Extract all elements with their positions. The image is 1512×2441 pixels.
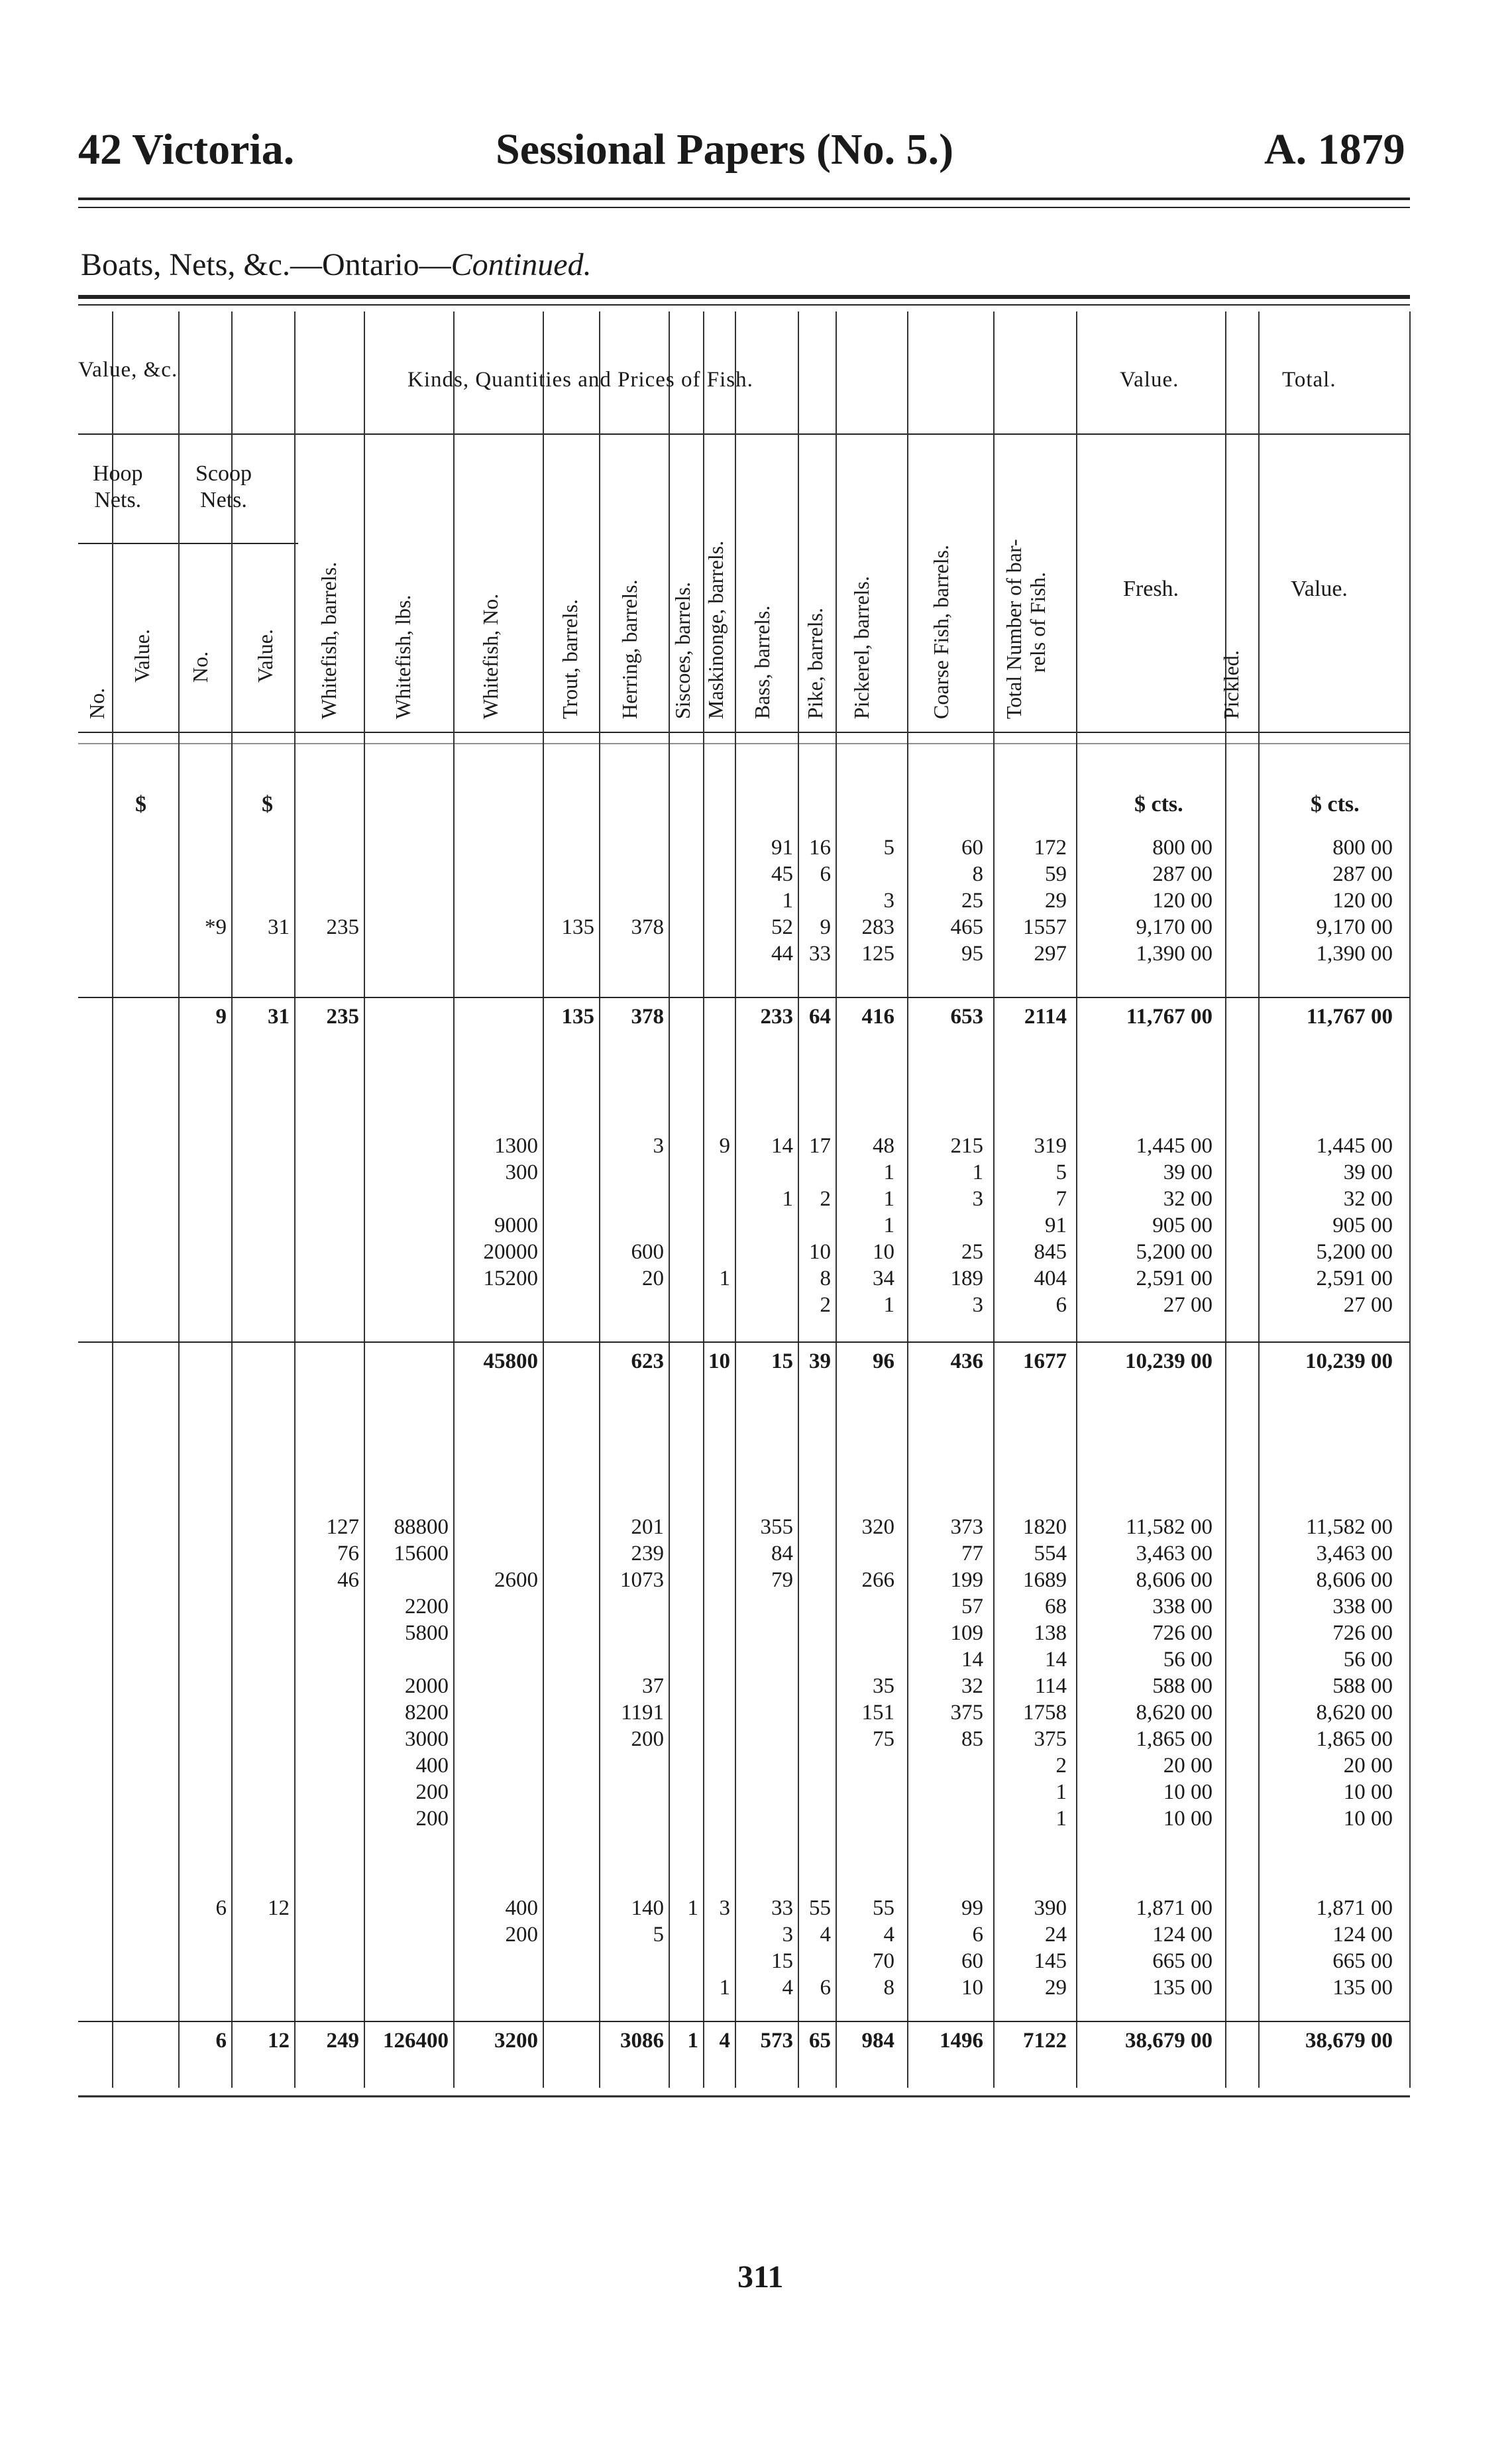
table-cell: 6 <box>820 862 831 886</box>
table-cell: 1,445 00 <box>1316 1134 1393 1158</box>
total-cell: 9 <box>215 1005 227 1029</box>
table-cell: 31 <box>268 915 290 939</box>
table-cell: 1 <box>1055 1807 1067 1831</box>
table-cell: 151 <box>861 1701 894 1725</box>
table-cell: 400 <box>505 1896 538 1920</box>
table-cell: 1 <box>883 1214 894 1237</box>
col-coarse-fish: Coarse Fish, barrels. <box>929 544 953 719</box>
unit-scoop-dollar: $ <box>262 792 273 817</box>
table-cell: 68 <box>1045 1595 1067 1618</box>
table-cell: 9 <box>820 915 831 939</box>
table-cell: 135 00 <box>1152 1976 1213 2000</box>
total-cell: 7122 <box>1023 2029 1067 2053</box>
table-cell: 55 <box>809 1896 831 1920</box>
table-cell: 3,463 00 <box>1136 1542 1213 1565</box>
table-cell: 44 <box>771 942 793 966</box>
total-cell: 11,767 00 <box>1306 1005 1393 1029</box>
table-cell: 1,390 00 <box>1136 942 1213 966</box>
table-cell: 375 <box>1034 1727 1067 1751</box>
table-cell: 77 <box>961 1542 983 1565</box>
table-cell: 2,591 00 <box>1136 1267 1213 1290</box>
table-cell: 1 <box>883 1187 894 1211</box>
table-cell: 124 00 <box>1332 1923 1393 1947</box>
table-cell: 1,865 00 <box>1136 1727 1213 1751</box>
col-maskinonge: Maskinonge, barrels. <box>704 540 728 719</box>
table-cell: 25 <box>961 1240 983 1264</box>
total-cell: 96 <box>873 1349 894 1373</box>
header-left: 42 Victoria. <box>78 125 295 174</box>
table-cell: 32 00 <box>1343 1187 1393 1211</box>
table-cell: 76 <box>337 1542 359 1565</box>
total-cell: 39 <box>809 1349 831 1373</box>
table-cell: 588 00 <box>1332 1674 1393 1698</box>
table-cell: 27 00 <box>1163 1293 1213 1317</box>
table-cell: 34 <box>873 1267 894 1290</box>
total-cell: 3086 <box>620 2029 664 2053</box>
table-cell: 15 <box>771 1949 793 1973</box>
table-cell: 2 <box>820 1187 831 1211</box>
table-cell: 37 <box>642 1674 664 1698</box>
table-cell: 59 <box>1045 862 1067 886</box>
table-cell: 8 <box>972 862 983 886</box>
table-cell: 404 <box>1034 1267 1067 1290</box>
table-cell: 373 <box>950 1515 983 1539</box>
subtitle-prefix: Boats, Nets, &c.—Ontario— <box>81 247 451 282</box>
total-cell: 1677 <box>1023 1349 1067 1373</box>
total-cell: 38,679 00 <box>1305 2029 1393 2053</box>
table-cell: 800 00 <box>1152 836 1213 860</box>
table-cell: 120 00 <box>1152 889 1213 913</box>
table-cell: 8,620 00 <box>1316 1701 1393 1725</box>
table-cell: 2 <box>1055 1754 1067 1778</box>
total-cell: 573 <box>760 2029 793 2053</box>
table-cell: 1 <box>782 1187 793 1211</box>
table-cell: 338 00 <box>1152 1595 1213 1618</box>
table-cell: 297 <box>1034 942 1067 966</box>
total-cell: 10,239 00 <box>1125 1349 1213 1373</box>
table-cell: 24 <box>1045 1923 1067 1947</box>
table-cell: 845 <box>1034 1240 1067 1264</box>
table-cell: 2000 <box>405 1674 449 1698</box>
table-cell: 3 <box>719 1896 730 1920</box>
table-cell: 287 00 <box>1152 862 1213 886</box>
unit-total: $ cts. <box>1311 792 1360 817</box>
table-cell: 390 <box>1034 1896 1067 1920</box>
table-cell: 215 <box>950 1134 983 1158</box>
table-cell: 60 <box>961 1949 983 1973</box>
col-whitefish-lbs: Whitefish, lbs. <box>391 595 415 719</box>
table-cell: 99 <box>961 1896 983 1920</box>
total-cell: 64 <box>809 1005 831 1029</box>
table-cell: 199 <box>950 1568 983 1592</box>
group-value-etc: Value, &c. <box>78 358 178 382</box>
table-cell: 1,390 00 <box>1316 942 1393 966</box>
table-cell: 11,582 00 <box>1306 1515 1393 1539</box>
table-cell: 114 <box>1034 1674 1067 1698</box>
table-cell: 1 <box>782 889 793 913</box>
table-cell: 8200 <box>405 1701 449 1725</box>
table-cell: 75 <box>873 1727 894 1751</box>
table-cell: 10 00 <box>1163 1807 1213 1831</box>
total-cell: 135 <box>561 1005 594 1029</box>
table-cell: 2,591 00 <box>1316 1267 1393 1290</box>
hoop-line1: Hoop <box>93 461 143 486</box>
table-cell: 6 <box>215 1896 227 1920</box>
total-cell: 436 <box>950 1349 983 1373</box>
table-cell: 95 <box>961 942 983 966</box>
table-cell: 145 <box>1034 1949 1067 1973</box>
table-cell: 10 <box>961 1976 983 2000</box>
table-cell: 5800 <box>405 1621 449 1645</box>
table-cell: 3 <box>883 889 894 913</box>
table-cell: 800 00 <box>1332 836 1393 860</box>
table-cell: 39 00 <box>1343 1161 1393 1184</box>
table-cell: 1,445 00 <box>1136 1134 1213 1158</box>
table-cell: 3000 <box>405 1727 449 1751</box>
table-cell: 9000 <box>494 1214 538 1237</box>
total-cell: 1 <box>687 2029 698 2053</box>
table-cell: 46 <box>337 1568 359 1592</box>
total-cell: 15 <box>771 1349 793 1373</box>
table-cell: 55 <box>873 1896 894 1920</box>
table-cell: 1557 <box>1023 915 1067 939</box>
table-cell: 3 <box>972 1293 983 1317</box>
total-cell: 11,767 00 <box>1126 1005 1213 1029</box>
table-cell: 88800 <box>394 1515 449 1539</box>
table-cell: 20 00 <box>1343 1754 1393 1778</box>
table-cell: 1 <box>687 1896 698 1920</box>
col-whitefish-barrels: Whitefish, barrels. <box>317 561 341 719</box>
table-cell: 319 <box>1034 1134 1067 1158</box>
table-cell: 9,170 00 <box>1316 915 1393 939</box>
table-cell: 2600 <box>494 1568 538 1592</box>
table-cell: 15600 <box>394 1542 449 1565</box>
table-cell: 39 00 <box>1163 1161 1213 1184</box>
scoop-line2: Nets. <box>200 488 247 512</box>
table-cell: 10 00 <box>1343 1780 1393 1804</box>
table-cell: 10 00 <box>1343 1807 1393 1831</box>
table-cell: 1 <box>1055 1780 1067 1804</box>
total-cell: 45800 <box>483 1349 538 1373</box>
table-cell: 29 <box>1045 889 1067 913</box>
table-cell: 905 00 <box>1152 1214 1213 1237</box>
total-cell: 6 <box>215 2029 227 2053</box>
table-cell: 172 <box>1034 836 1067 860</box>
table-cell: 905 00 <box>1332 1214 1393 1237</box>
table-cell: 726 00 <box>1152 1621 1213 1645</box>
table-cell: 235 <box>326 915 359 939</box>
table-cell: 20000 <box>483 1240 538 1264</box>
group-total: Total. <box>1282 368 1336 392</box>
table-cell: 25 <box>961 889 983 913</box>
table-cell: 200 <box>631 1727 664 1751</box>
table-cell: 12 <box>268 1896 290 1920</box>
table-cell: 52 <box>771 915 793 939</box>
table-cell: 4 <box>820 1923 831 1947</box>
table-cell: 283 <box>861 915 894 939</box>
col-total-barrels-line1: Total Number of bar- <box>1002 539 1026 719</box>
total-cell: 31 <box>268 1005 290 1029</box>
table-cell: 15200 <box>483 1267 538 1290</box>
table-cell: 1 <box>719 1976 730 2000</box>
table-cell: 375 <box>950 1701 983 1725</box>
table-cell: 588 00 <box>1152 1674 1213 1698</box>
total-value-label: Value. <box>1291 577 1348 601</box>
table-cell: 1191 <box>621 1701 664 1725</box>
table-cell: 60 <box>961 836 983 860</box>
total-cell: 3200 <box>494 2029 538 2053</box>
table-cell: 109 <box>950 1621 983 1645</box>
col-pickerel: Pickerel, barrels. <box>849 576 873 719</box>
table-cell: 1,871 00 <box>1136 1896 1213 1920</box>
table-cell: 56 00 <box>1163 1648 1213 1672</box>
table-cell: 4 <box>883 1923 894 1947</box>
table-cell: 9,170 00 <box>1136 915 1213 939</box>
total-cell: 378 <box>631 1005 664 1029</box>
table-cell: 5 <box>883 836 894 860</box>
table-cell: 8 <box>883 1976 894 2000</box>
unit-fresh: $ cts. <box>1134 792 1183 817</box>
total-cell: 235 <box>326 1005 359 1029</box>
table-cell: 91 <box>1045 1214 1067 1237</box>
table-cell: 135 00 <box>1332 1976 1393 2000</box>
table-cell: 4 <box>782 1976 793 2000</box>
total-cell: 10,239 00 <box>1305 1349 1393 1373</box>
col-total-barrels-line2: rels of Fish. <box>1026 572 1050 673</box>
table-cell: 300 <box>505 1161 538 1184</box>
total-cell: 1496 <box>940 2029 983 2053</box>
table-cell: 5 <box>653 1923 664 1947</box>
table-cell: 138 <box>1034 1621 1067 1645</box>
total-cell: 249 <box>326 2029 359 2053</box>
table-cell: 85 <box>961 1727 983 1751</box>
table-cell: 3,463 00 <box>1316 1542 1393 1565</box>
table-cell: 32 00 <box>1163 1187 1213 1211</box>
table-cell: 20 00 <box>1163 1754 1213 1778</box>
table-cell: 1073 <box>620 1568 664 1592</box>
table-cell: 338 00 <box>1332 1595 1393 1618</box>
table-cell: 6 <box>972 1923 983 1947</box>
table-cell: 400 <box>415 1754 449 1778</box>
table-cell: 7 <box>1055 1187 1067 1211</box>
total-cell: 2114 <box>1024 1005 1067 1029</box>
group-value: Value. <box>1120 368 1179 392</box>
table-cell: 10 <box>809 1240 831 1264</box>
table-cell: 11,582 00 <box>1126 1515 1213 1539</box>
table-cell: 56 00 <box>1343 1648 1393 1672</box>
table-cell: *9 <box>205 915 227 939</box>
total-cell: 4 <box>719 2029 730 2053</box>
table-cell: 1 <box>972 1161 983 1184</box>
total-cell: 38,679 00 <box>1125 2029 1213 2053</box>
table-cell: 287 00 <box>1332 862 1393 886</box>
table-cell: 465 <box>950 915 983 939</box>
table-cell: 79 <box>771 1568 793 1592</box>
table-cell: 1689 <box>1023 1568 1067 1592</box>
header-center: Sessional Papers (No. 5.) <box>496 125 954 174</box>
table-cell: 45 <box>771 862 793 886</box>
scoop-line1: Scoop <box>195 461 252 486</box>
col-bass: Bass, barrels. <box>750 605 774 719</box>
table-cell: 140 <box>631 1896 664 1920</box>
unit-hoop-dollar: $ <box>135 792 146 817</box>
table-cell: 57 <box>961 1595 983 1618</box>
table-cell: 135 <box>561 915 594 939</box>
table-cell: 3 <box>782 1923 793 1947</box>
total-cell: 65 <box>809 2029 831 2053</box>
table-cell: 266 <box>861 1568 894 1592</box>
table-cell: 127 <box>326 1515 359 1539</box>
table-cell: 3 <box>972 1187 983 1211</box>
table-cell: 5,200 00 <box>1316 1240 1393 1264</box>
col-pike: Pike, barrels. <box>803 608 827 719</box>
total-cell: 10 <box>708 1349 730 1373</box>
table-cell: 378 <box>631 915 664 939</box>
table-cell: 16 <box>809 836 831 860</box>
table-cell: 200 <box>415 1807 449 1831</box>
total-cell: 233 <box>760 1005 793 1029</box>
table-cell: 5 <box>1055 1161 1067 1184</box>
table-cell: 1,871 00 <box>1316 1896 1393 1920</box>
table-cell: 84 <box>771 1542 793 1565</box>
table-cell: 20 <box>642 1267 664 1290</box>
table-cell: 1820 <box>1023 1515 1067 1539</box>
table-cell: 201 <box>631 1515 664 1539</box>
table-cell: 6 <box>820 1976 831 2000</box>
total-cell: 12 <box>268 2029 290 2053</box>
table-cell: 35 <box>873 1674 894 1698</box>
table-cell: 1,865 00 <box>1316 1727 1393 1751</box>
table-cell: 120 00 <box>1332 889 1393 913</box>
col-scoop-value: Value. <box>253 629 277 683</box>
table-cell: 14 <box>961 1648 983 1672</box>
col-total-barrels <box>1002 539 1050 719</box>
table-cell: 3 <box>653 1134 664 1158</box>
table-cell: 9 <box>719 1134 730 1158</box>
table-cell: 33 <box>771 1896 793 1920</box>
table-cell: 91 <box>771 836 793 860</box>
table-cell: 554 <box>1034 1542 1067 1565</box>
subtitle-continued: Continued. <box>451 247 592 282</box>
table-cell: 48 <box>873 1134 894 1158</box>
table-cell: 8,620 00 <box>1136 1701 1213 1725</box>
page-number: 311 <box>737 2259 784 2295</box>
table-cell: 1 <box>883 1293 894 1317</box>
table-cell: 726 00 <box>1332 1621 1393 1645</box>
table-cell: 32 <box>961 1674 983 1698</box>
table-cell: 1758 <box>1023 1701 1067 1725</box>
table-cell: 8,606 00 <box>1136 1568 1213 1592</box>
table-cell: 17 <box>809 1134 831 1158</box>
total-cell: 623 <box>631 1349 664 1373</box>
table-cell: 355 <box>760 1515 793 1539</box>
table-cell: 189 <box>950 1267 983 1290</box>
hoop-line2: Nets. <box>94 488 142 512</box>
col-herring: Herring, barrels. <box>618 579 641 719</box>
col-whitefish-no: Whitefish, No. <box>478 593 502 719</box>
table-cell: 2 <box>820 1293 831 1317</box>
fresh-label: Fresh. <box>1123 577 1179 601</box>
col-trout: Trout, barrels. <box>558 598 582 719</box>
total-cell: 984 <box>861 2029 894 2053</box>
table-cell: 14 <box>1045 1648 1067 1672</box>
table-cell: 1 <box>883 1161 894 1184</box>
group-kinds: Kinds, Quantities and Prices of Fish. <box>407 368 753 392</box>
scoop-nets-label <box>195 461 252 514</box>
total-cell: 126400 <box>383 2029 449 2053</box>
table-cell: 600 <box>631 1240 664 1264</box>
table-cell: 124 00 <box>1152 1923 1213 1947</box>
col-scoop-no: No. <box>188 651 212 683</box>
table-cell: 29 <box>1045 1976 1067 2000</box>
table-cell: 5,200 00 <box>1136 1240 1213 1264</box>
total-cell: 653 <box>950 1005 983 1029</box>
table-cell: 10 <box>873 1240 894 1264</box>
table-cell: 6 <box>1055 1293 1067 1317</box>
table-cell: 2200 <box>405 1595 449 1618</box>
table-cell: 125 <box>861 942 894 966</box>
hoop-nets-label <box>93 461 143 514</box>
table-cell: 14 <box>771 1134 793 1158</box>
table-cell: 1 <box>719 1267 730 1290</box>
col-pickled: Pickled. <box>1219 650 1243 719</box>
table-cell: 200 <box>505 1923 538 1947</box>
table-cell: 8 <box>820 1267 831 1290</box>
total-cell: 416 <box>861 1005 894 1029</box>
col-hoop-no: No. <box>85 687 109 719</box>
table-cell: 239 <box>631 1542 664 1565</box>
table-cell: 70 <box>873 1949 894 1973</box>
table-cell: 33 <box>809 942 831 966</box>
table-cell: 1300 <box>494 1134 538 1158</box>
table-cell: 665 00 <box>1152 1949 1213 1973</box>
table-cell: 320 <box>861 1515 894 1539</box>
table-cell: 8,606 00 <box>1316 1568 1393 1592</box>
table-cell: 27 00 <box>1343 1293 1393 1317</box>
table-cell: 200 <box>415 1780 449 1804</box>
col-siscoes: Siscoes, barrels. <box>671 581 694 719</box>
table-cell: 10 00 <box>1163 1780 1213 1804</box>
table-cell: 665 00 <box>1332 1949 1393 1973</box>
col-hoop-value: Value. <box>130 629 154 683</box>
header-right: A. 1879 <box>1264 125 1405 174</box>
